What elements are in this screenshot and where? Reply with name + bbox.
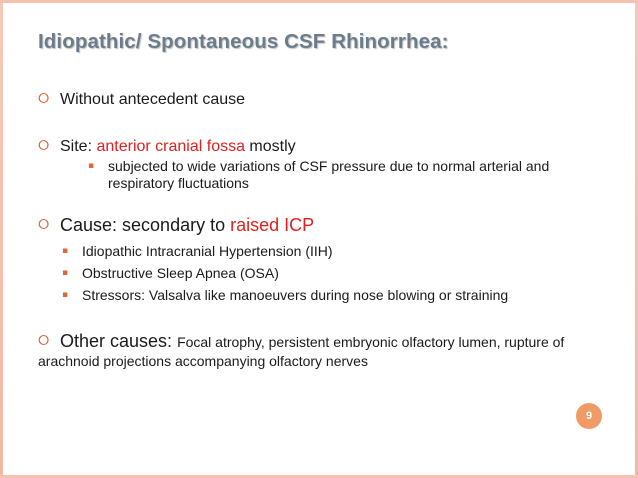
bullet-without-antecedent xyxy=(38,90,608,109)
square-bullet-icon: ▪ xyxy=(62,246,69,256)
slide-title: Idiopathic/ Spontaneous CSF Rhinorrhea: xyxy=(38,30,449,53)
circle-bullet-icon: ⭘ xyxy=(38,217,50,233)
slide-border-top xyxy=(0,0,638,3)
bullet-rest: Focal atrophy, persistent embryonic olfactory lumen, rupture of arachnoid projections accompanying olfactory nerves xyxy=(38,334,565,369)
sub-bullet-text: subjected to wide variations of CSF pressure due to normal arterial and respiratory fluctuations xyxy=(108,158,550,191)
circle-bullet-icon: ⭘ xyxy=(38,138,50,154)
square-bullet-icon: ▪ xyxy=(62,290,69,300)
bullet-suffix: mostly xyxy=(244,138,296,155)
bullet-cause xyxy=(38,216,608,235)
sub-bullet-osa xyxy=(62,265,612,282)
bullet-lead: Other causes: xyxy=(60,331,178,351)
circle-bullet-icon: ⭘ xyxy=(38,91,50,107)
bullet-prefix: Site: xyxy=(60,138,97,155)
bullet-prefix: Cause: secondary to xyxy=(60,215,231,235)
sub-bullet-stressors xyxy=(62,287,622,304)
bullet-highlight: raised ICP xyxy=(230,215,315,235)
slide-border-left xyxy=(0,0,3,478)
page-number-badge: 9 xyxy=(576,403,602,429)
circle-bullet-icon: ⭘ xyxy=(38,333,50,349)
bullet-site xyxy=(38,137,608,156)
sub-bullet-text: Stressors: Valsalva like manoeuvers during nose blowing or straining xyxy=(82,287,509,303)
bullet-highlight: anterior cranial fossa xyxy=(96,138,245,155)
square-bullet-icon: ▪ xyxy=(62,268,69,278)
sub-bullet-text: Idiopathic Intracranial Hypertension (IIH) xyxy=(82,243,333,259)
square-bullet-icon: ▪ xyxy=(88,161,95,171)
sub-bullet-pressure xyxy=(88,158,618,192)
bullet-other-causes xyxy=(38,332,598,371)
sub-bullet-iih xyxy=(62,243,612,260)
sub-bullet-text: Obstructive Sleep Apnea (OSA) xyxy=(82,265,279,281)
bullet-text: Without antecedent cause xyxy=(60,91,246,108)
